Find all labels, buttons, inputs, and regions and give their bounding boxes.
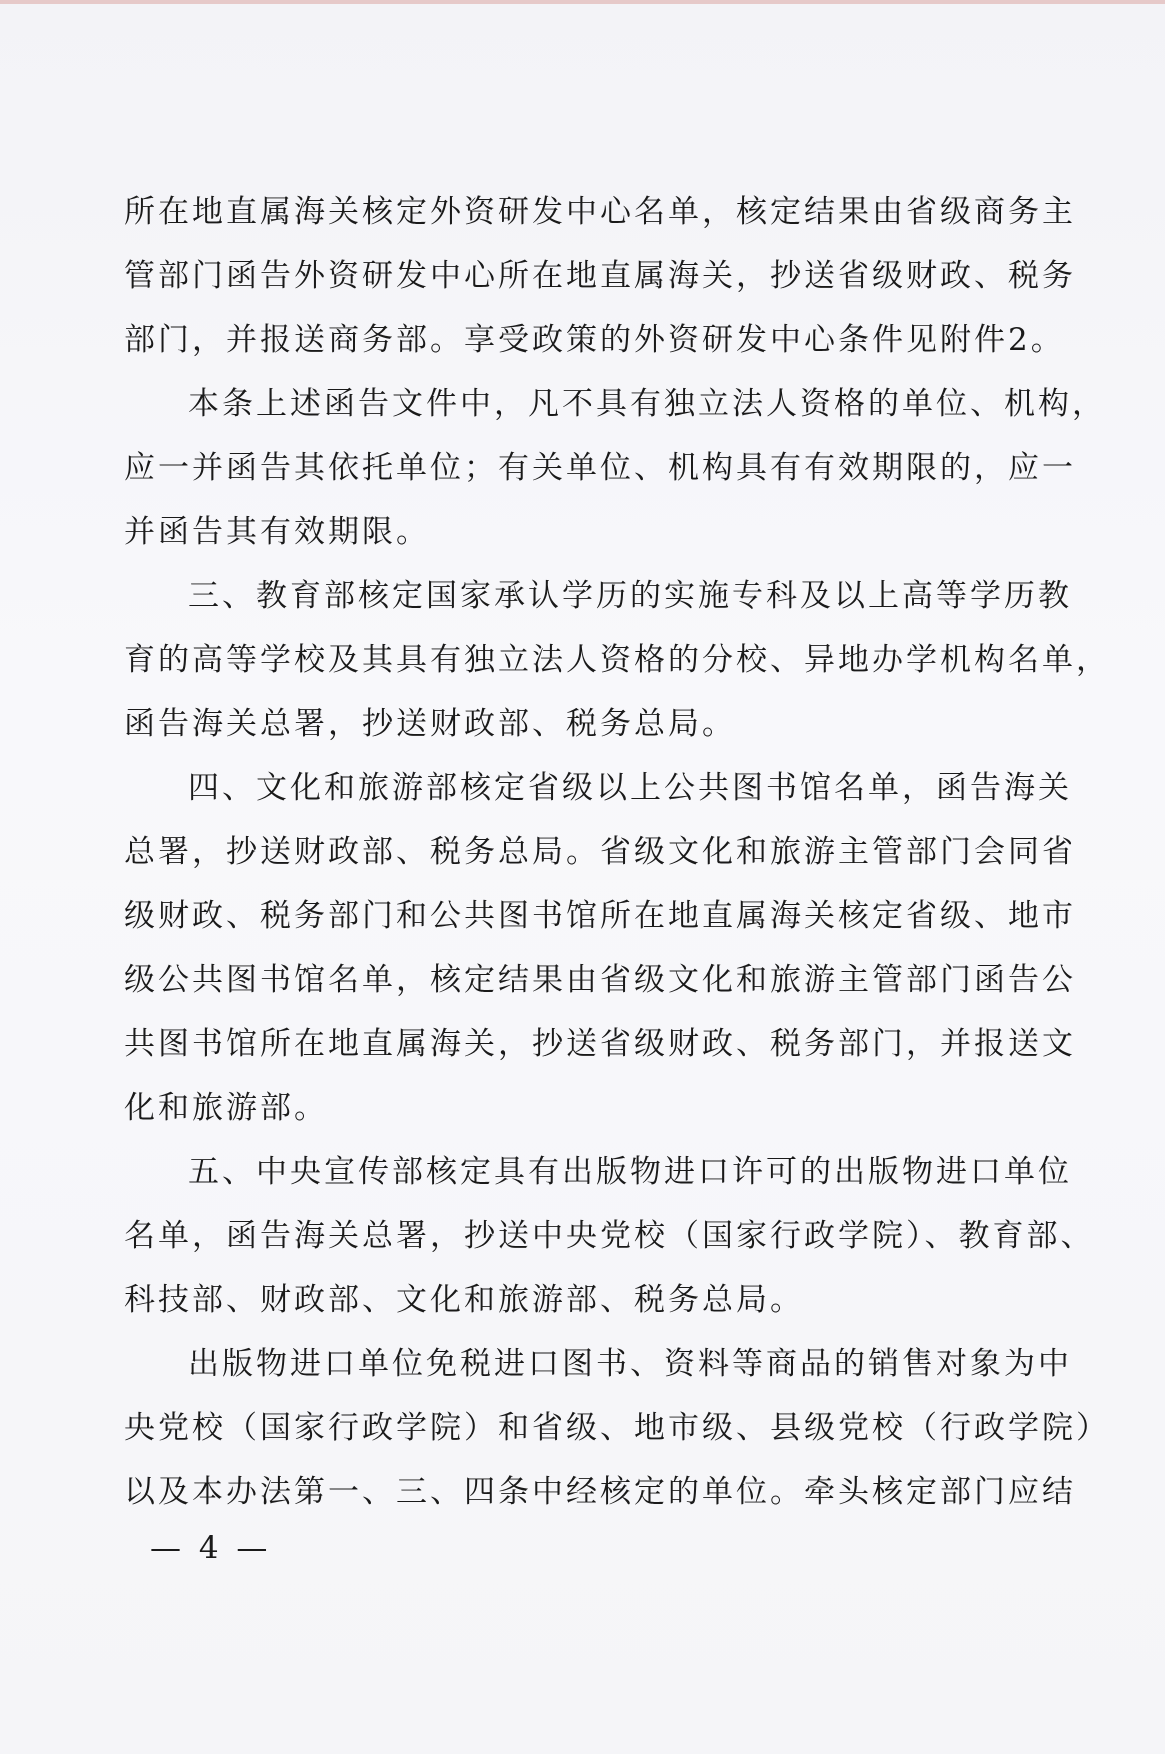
text-line: 五、中央宣传部核定具有出版物进口许可的出版物进口单位 [188,1154,1072,1190]
page-top-edge [0,0,1165,4]
text-line: 央党校（国家行政学院）和省级、地市级、县级党校（行政学院） [124,1410,1110,1446]
text-line: 级公共图书馆名单，核定结果由省级文化和旅游主管部门函告公 [124,962,1076,998]
text-line: 科技部、财政部、文化和旅游部、税务总局。 [124,1282,804,1318]
text-line: 本条上述函告文件中，凡不具有独立法人资格的单位、机构， [188,386,1106,422]
text-line: 级财政、税务部门和公共图书馆所在地直属海关核定省级、地市 [124,898,1076,934]
text-line: 三、教育部核定国家承认学历的实施专科及以上高等学历教 [188,578,1072,614]
text-line: 名单，函告海关总署，抄送中央党校（国家行政学院）、教育部、 [124,1218,1095,1254]
text-line: 并函告其有效期限。 [124,514,430,550]
text-line: 出版物进口单位免税进口图书、资料等商品的销售对象为中 [188,1346,1072,1382]
text-line: 化和旅游部。 [124,1090,328,1126]
text-line: 以及本办法第一、三、四条中经核定的单位。牵头核定部门应结 [124,1474,1076,1510]
text-line: 应一并函告其依托单位；有关单位、机构具有有效期限的，应一 [124,450,1076,486]
text-line: 育的高等学校及其具有独立法人资格的分校、异地办学机构名单， [124,642,1110,678]
text-line: 管部门函告外资研发中心所在地直属海关，抄送省级财政、税务 [124,258,1076,294]
text-line: 函告海关总署，抄送财政部、税务总局。 [124,706,736,742]
document-body [124,180,1110,1524]
page-number: — 4 — [150,1530,272,1566]
text-line: 四、文化和旅游部核定省级以上公共图书馆名单，函告海关 [188,770,1072,806]
text-line: 部门，并报送商务部。享受政策的外资研发中心条件见附件2。 [124,322,1065,358]
text-line: 共图书馆所在地直属海关，抄送省级财政、税务部门，并报送文 [124,1026,1076,1062]
text-line: 所在地直属海关核定外资研发中心名单，核定结果由省级商务主 [124,194,1076,230]
text-line: 总署，抄送财政部、税务总局。省级文化和旅游主管部门会同省 [124,834,1076,870]
